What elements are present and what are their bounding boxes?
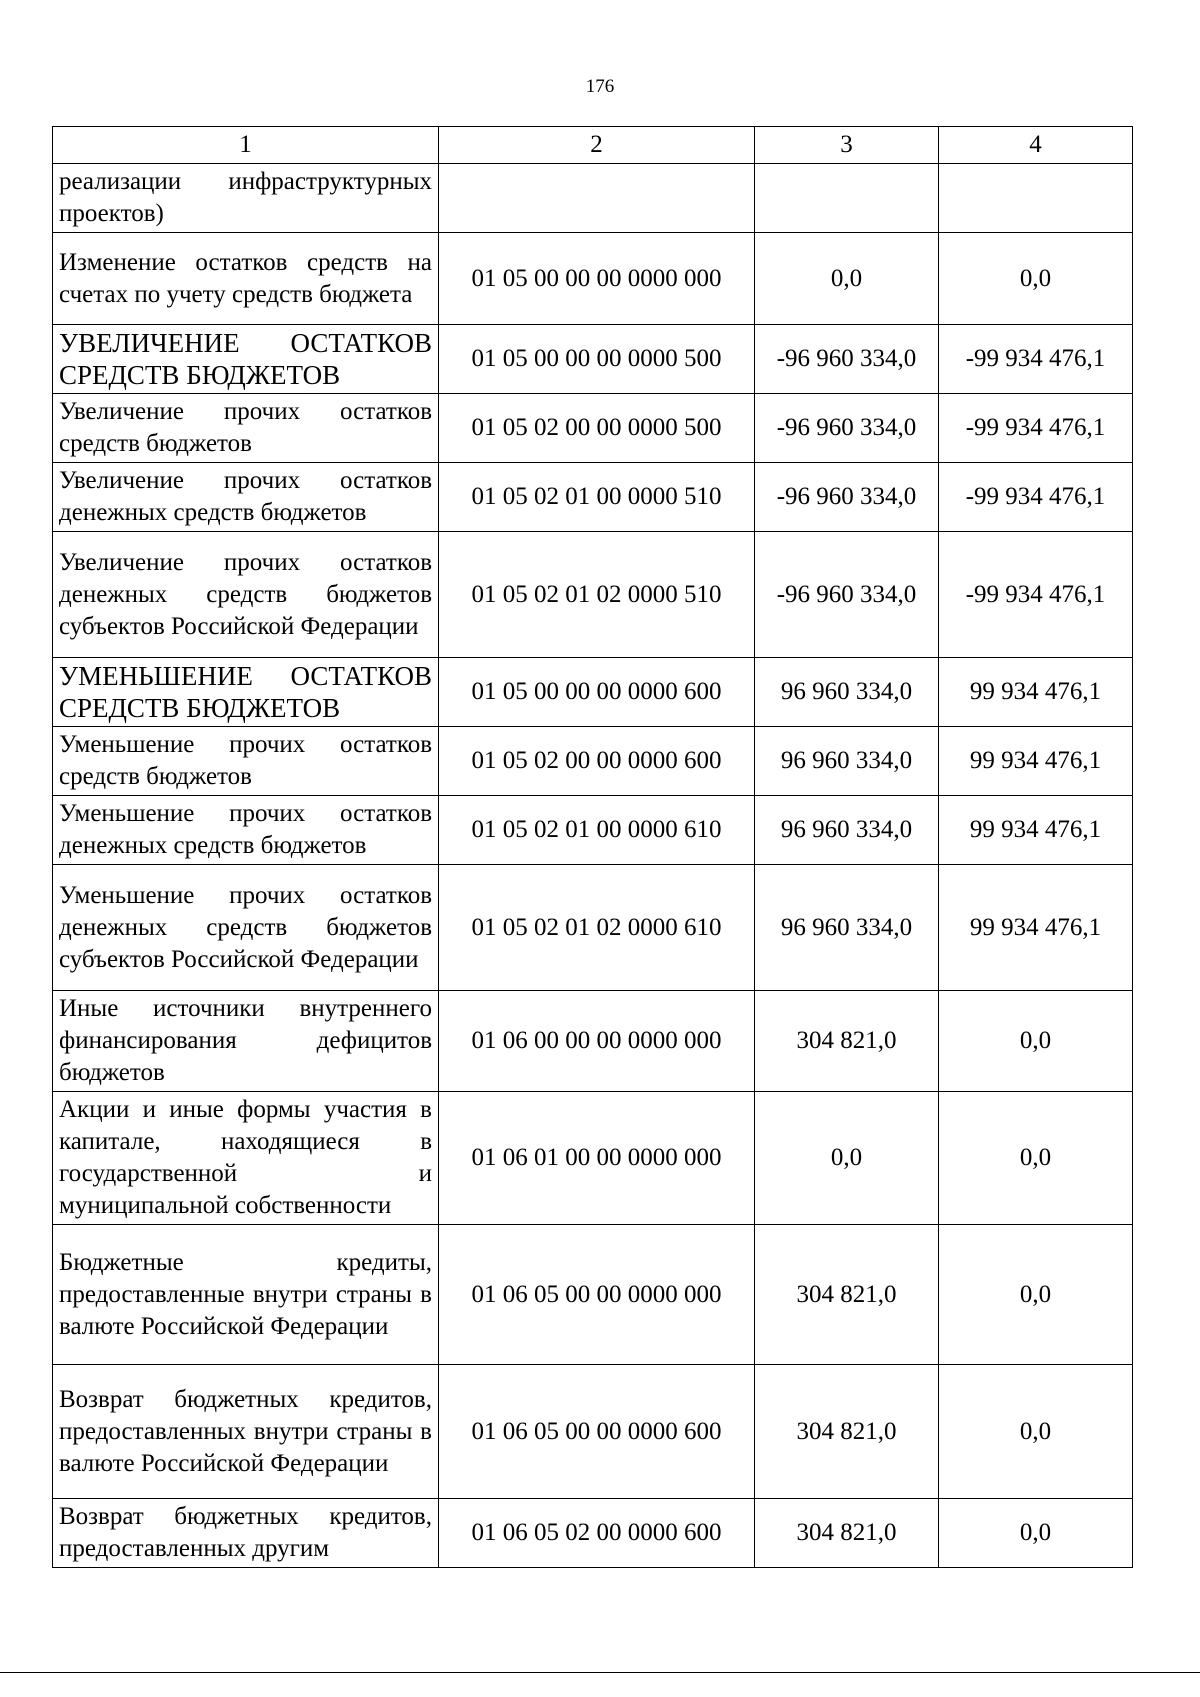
- column-header-2: 2: [439, 127, 755, 164]
- row-code: 01 05 02 00 00 0000 500: [439, 394, 755, 463]
- row-code: 01 05 00 00 00 0000 500: [439, 325, 755, 394]
- table-row: [53, 532, 1133, 658]
- row-code: 01 05 02 01 00 0000 510: [439, 463, 755, 532]
- row-code: 01 05 02 00 00 0000 600: [439, 727, 755, 796]
- column-header-1: 1: [53, 127, 439, 164]
- footer-rule: [0, 1672, 1200, 1673]
- row-value-4: 99 934 476,1: [939, 865, 1133, 991]
- row-value-3: 304 821,0: [755, 991, 939, 1092]
- table-row: [53, 1225, 1133, 1365]
- table-row: [53, 727, 1133, 796]
- row-code: 01 05 02 01 00 0000 610: [439, 796, 755, 865]
- row-value-4: 99 934 476,1: [939, 658, 1133, 727]
- row-value-3: -96 960 334,0: [755, 532, 939, 658]
- row-name: Возврат бюджетных кредитов, предоставленных другим: [53, 1499, 439, 1568]
- table-row: [53, 1092, 1133, 1225]
- row-name: Иные источники внутреннего финансирования дефицитов бюджетов: [53, 991, 439, 1092]
- table-row: [53, 865, 1133, 991]
- row-value-3: 96 960 334,0: [755, 865, 939, 991]
- row-code: 01 05 00 00 00 0000 000: [439, 233, 755, 325]
- row-name: Увеличение прочих остатков денежных средств бюджетов: [53, 463, 439, 532]
- row-name: Акции и иные формы участия в капитале, находящиеся в государственной и муниципальной собственности: [53, 1092, 439, 1225]
- row-name: Увеличение прочих остатков денежных средств бюджетов субъектов Российской Федерации: [53, 532, 439, 658]
- row-value-4: 0,0: [939, 991, 1133, 1092]
- row-name: Уменьшение прочих остатков денежных средств бюджетов: [53, 796, 439, 865]
- row-value-3: 96 960 334,0: [755, 796, 939, 865]
- row-code: 01 06 05 00 00 0000 600: [439, 1365, 755, 1499]
- row-value-4: 0,0: [939, 1365, 1133, 1499]
- row-code: [439, 164, 755, 233]
- row-code: 01 06 05 00 00 0000 000: [439, 1225, 755, 1365]
- row-value-3: -96 960 334,0: [755, 463, 939, 532]
- row-name: УМЕНЬШЕНИЕ ОСТАТКОВ СРЕДСТВ БЮДЖЕТОВ: [53, 658, 439, 727]
- row-name: реализации инфраструктурных проектов): [53, 164, 439, 233]
- budget-sources-table: [52, 126, 1133, 1568]
- row-value-3: 96 960 334,0: [755, 658, 939, 727]
- table-row: [53, 658, 1133, 727]
- table-row: [53, 394, 1133, 463]
- row-value-4: -99 934 476,1: [939, 394, 1133, 463]
- row-code: 01 05 02 01 02 0000 510: [439, 532, 755, 658]
- table-row: [53, 796, 1133, 865]
- row-name: УВЕЛИЧЕНИЕ ОСТАТКОВ СРЕДСТВ БЮДЖЕТОВ: [53, 325, 439, 394]
- row-value-4: 99 934 476,1: [939, 796, 1133, 865]
- row-value-3: -96 960 334,0: [755, 325, 939, 394]
- table-row: [53, 1499, 1133, 1568]
- row-value-3: [755, 164, 939, 233]
- row-value-4: -99 934 476,1: [939, 325, 1133, 394]
- row-value-4: 0,0: [939, 1225, 1133, 1365]
- row-code: 01 06 05 02 00 0000 600: [439, 1499, 755, 1568]
- row-value-3: 304 821,0: [755, 1225, 939, 1365]
- row-name: Уменьшение прочих остатков средств бюджетов: [53, 727, 439, 796]
- row-value-4: 0,0: [939, 1499, 1133, 1568]
- page-number: 176: [585, 76, 615, 97]
- row-value-4: 99 934 476,1: [939, 727, 1133, 796]
- row-value-4: [939, 164, 1133, 233]
- row-code: 01 05 02 01 02 0000 610: [439, 865, 755, 991]
- table-row: [53, 164, 1133, 233]
- row-code: 01 06 01 00 00 0000 000: [439, 1092, 755, 1225]
- table-row: [53, 463, 1133, 532]
- header-row: [53, 127, 1133, 164]
- table-row: [53, 233, 1133, 325]
- column-header-4: 4: [939, 127, 1133, 164]
- table-row: [53, 1365, 1133, 1499]
- row-code: 01 05 00 00 00 0000 600: [439, 658, 755, 727]
- row-value-4: 0,0: [939, 233, 1133, 325]
- table-row: [53, 325, 1133, 394]
- row-value-3: 0,0: [755, 233, 939, 325]
- table-row: [53, 991, 1133, 1092]
- row-name: Возврат бюджетных кредитов, предоставленных внутри страны в валюте Российской Федерации: [53, 1365, 439, 1499]
- row-value-3: 304 821,0: [755, 1499, 939, 1568]
- column-header-3: 3: [755, 127, 939, 164]
- row-name: Бюджетные кредиты, предоставленные внутри страны в валюте Российской Федерации: [53, 1225, 439, 1365]
- row-value-4: -99 934 476,1: [939, 532, 1133, 658]
- row-name: Увеличение прочих остатков средств бюджетов: [53, 394, 439, 463]
- row-name: Изменение остатков средств на счетах по учету средств бюджета: [53, 233, 439, 325]
- row-value-3: 304 821,0: [755, 1365, 939, 1499]
- row-name: Уменьшение прочих остатков денежных средств бюджетов субъектов Российской Федерации: [53, 865, 439, 991]
- row-code: 01 06 00 00 00 0000 000: [439, 991, 755, 1092]
- row-value-3: -96 960 334,0: [755, 394, 939, 463]
- row-value-4: 0,0: [939, 1092, 1133, 1225]
- row-value-3: 0,0: [755, 1092, 939, 1225]
- row-value-3: 96 960 334,0: [755, 727, 939, 796]
- row-value-4: -99 934 476,1: [939, 463, 1133, 532]
